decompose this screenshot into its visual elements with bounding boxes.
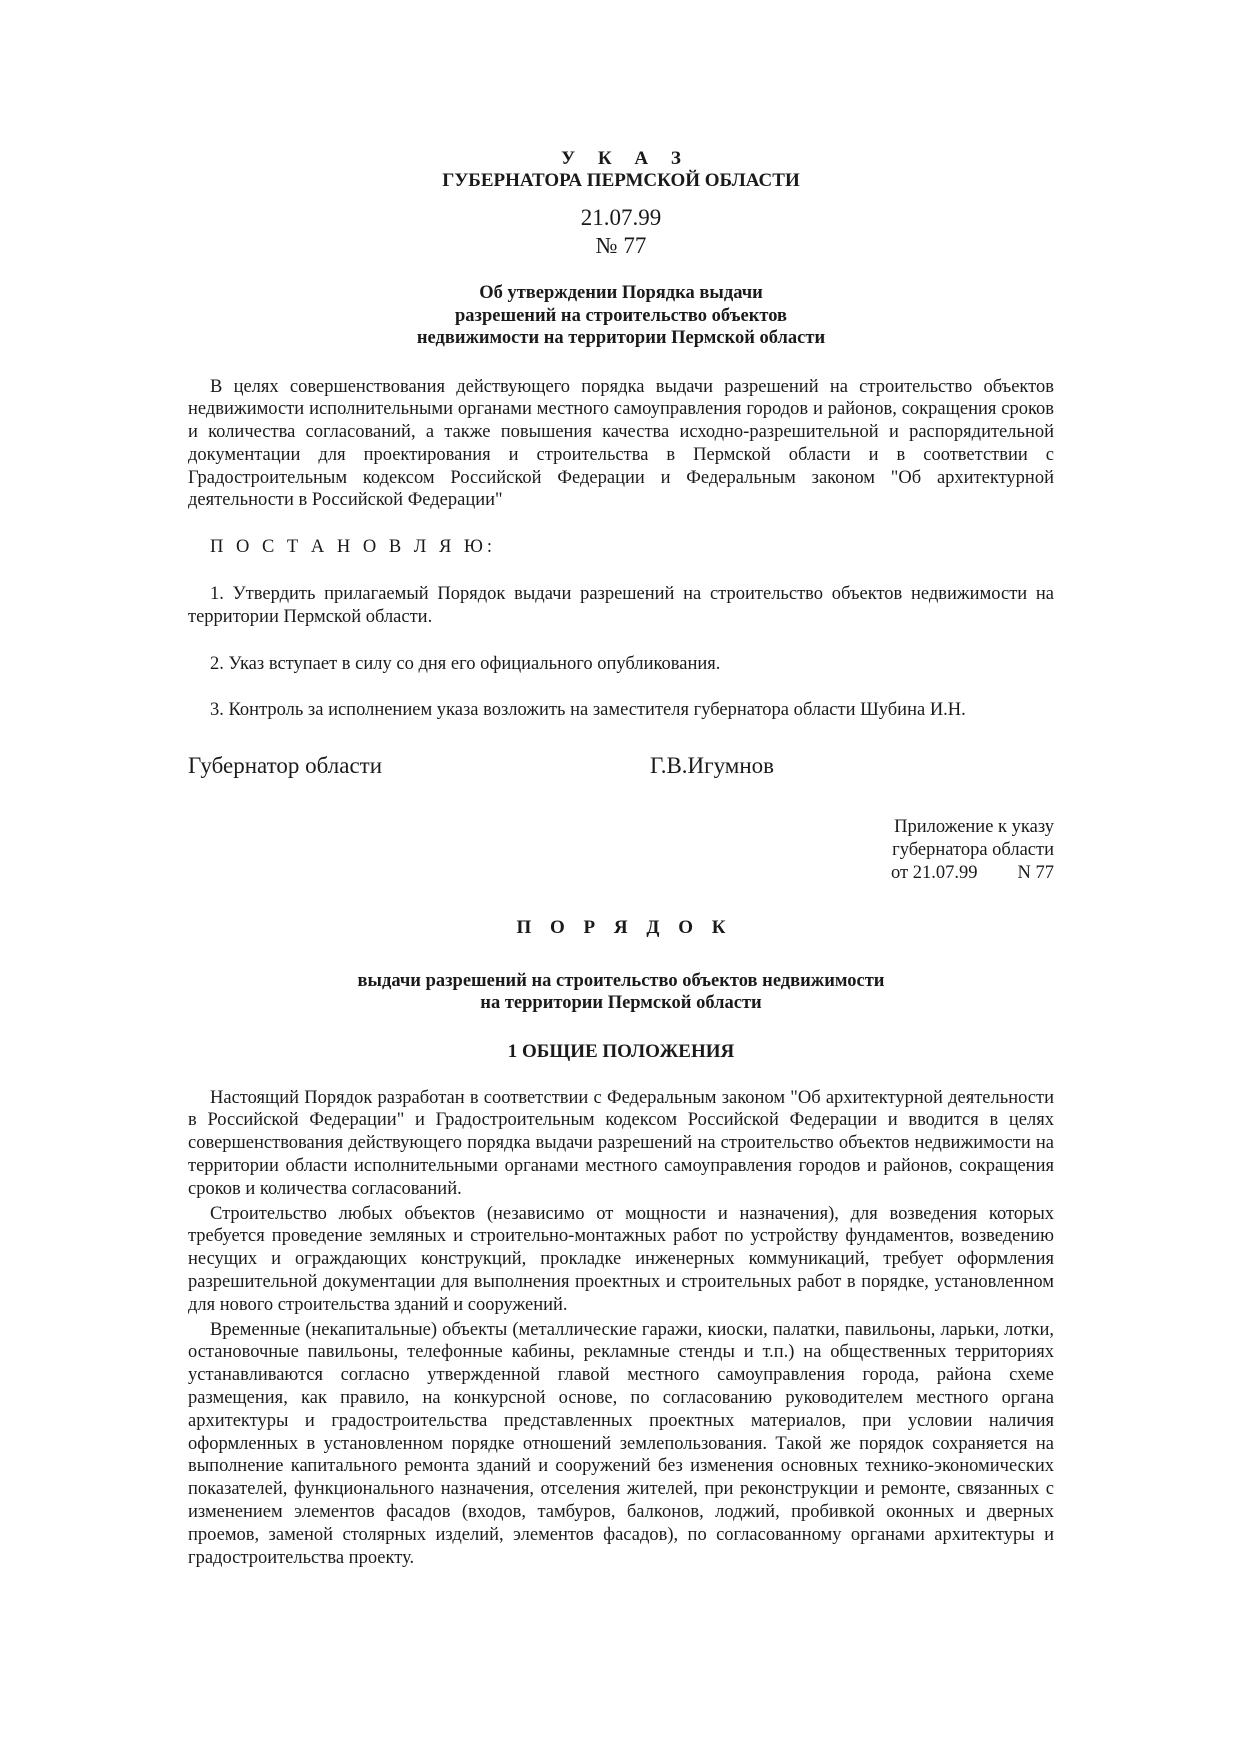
preamble-paragraph: В целях совершенствования действующего порядка выдачи разрешений на строительство объектов недвижимости исполнительными органами местного самоуправления городов и районов, сокращения сроков и количества согласований, а также повышения качества исходно-разрешительной и распорядительной документации для проектирования и строительства в Пермской области и в соответствии с Градостроительным кодексом Российской Федерации и Федеральным законом "Об архитектурной деятельности в Российской Федерации": [188, 376, 1054, 511]
decree-subject-line: Об утверждении Порядка выдачи: [479, 283, 763, 303]
document-header: [188, 148, 1054, 260]
decree-item-1: 1. Утвердить прилагаемый Порядок выдачи разрешений на строительство объектов недвижимости на территории Пермской области.: [188, 584, 1054, 627]
appendix-note: [188, 816, 1054, 884]
poryadok-subtitle-line: на территории Пермской области: [480, 993, 762, 1014]
appendix-date: от 21.07.99: [891, 862, 978, 883]
decree-subject: [188, 282, 1054, 350]
poryadok-subtitle: [188, 970, 1054, 1015]
poryadok-subtitle-line: выдачи разрешений на строительство объектов недвижимости: [357, 970, 885, 991]
section-heading: 1 ОБЩИЕ ПОЛОЖЕНИЯ: [507, 1040, 735, 1062]
poryadok-title: П О Р Я Д О К: [516, 916, 733, 938]
appendix-line: губернатора области: [892, 840, 1054, 861]
decree-date: 21.07.99: [580, 205, 662, 230]
decree-type-title: У К А З: [561, 148, 690, 169]
decree-word: П О С Т А Н О В Л Я Ю:: [210, 537, 497, 558]
decree-item-2: 2. Указ вступает в силу со дня его официального опубликования.: [210, 653, 721, 674]
section-paragraph: Строительство любых объектов (независимо от мощности и назначения), для возведения которых требуется проведение земляных и строительно-монтажных работ по устройству фундаментов, возведению несущих и ограждающих конструкций, прокладке инженерных коммуникаций, требует оформления разрешительной документации для выполнения проектных и строительных работ в порядке, установленном для нового строительства зданий и сооружений.: [188, 1203, 1054, 1315]
decree-number: № 77: [595, 233, 647, 258]
section-paragraph: Настоящий Порядок разработан в соответствии с Федеральным законом "Об архитектурной деятельности в Российской Федерации" и Градостроительным кодексом Российской Федерации и вводится в целях совершенствования действующего порядка выдачи разрешений на строительство объектов недвижимости на территории области исполнительными органами местного самоуправления городов и районов, сокращения сроков и количества согласований.: [188, 1087, 1054, 1199]
issuer-title: ГУБЕРНАТОРА ПЕРМСКОЙ ОБЛАСТИ: [442, 170, 800, 191]
section-paragraph: Временные (некапитальные) объекты (металлические гаражи, киоски, палатки, павильоны, ларьки, лотки, остановочные павильоны, телефонные кабины, рекламные стенды и т.п.) на общественных территориях устанавливаются согласно утвержденной главой местного самоуправления города, района схеме размещения, как правило, на конкурсной основе, по согласованию руководителем местного органа архитектуры и градостроительства представленных проектных материалов, при условии наличия оформленных в установленном порядке отношений землепользования. Такой же порядок сохраняется на выполнение капитального ремонта зданий и сооружений без изменения основных технико-экономических показателей, функционального назначения, отселения жителей, при реконструкции и ремонте, связанных с изменением элементов фасадов (входов, тамбуров, балконов, лоджий, пробивкой оконных и дверных проемов, заменой столярных изделий, элементов фасадов), по согласованному органами архитектуры и градостроительства проекту.: [188, 1319, 1054, 1568]
appendix-line: [188, 862, 1054, 885]
signatory-position: Губернатор области: [188, 753, 383, 779]
appendix-line: Приложение к указу: [894, 817, 1054, 838]
appendix-number: N 77: [1017, 862, 1054, 883]
decree-item-3: 3. Контроль за исполнением указа возложить на заместителя губернатора области Шубина И.Н.: [210, 700, 966, 721]
document-page: [188, 148, 1054, 1569]
decree-subject-line: разрешений на строительство объектов: [455, 305, 787, 326]
section-body: [188, 1087, 1054, 1570]
signature-block: [188, 752, 1054, 782]
signatory-name: Г.В.Игумнов: [650, 753, 775, 779]
decree-subject-line: недвижимости на территории Пермской области: [416, 328, 826, 348]
